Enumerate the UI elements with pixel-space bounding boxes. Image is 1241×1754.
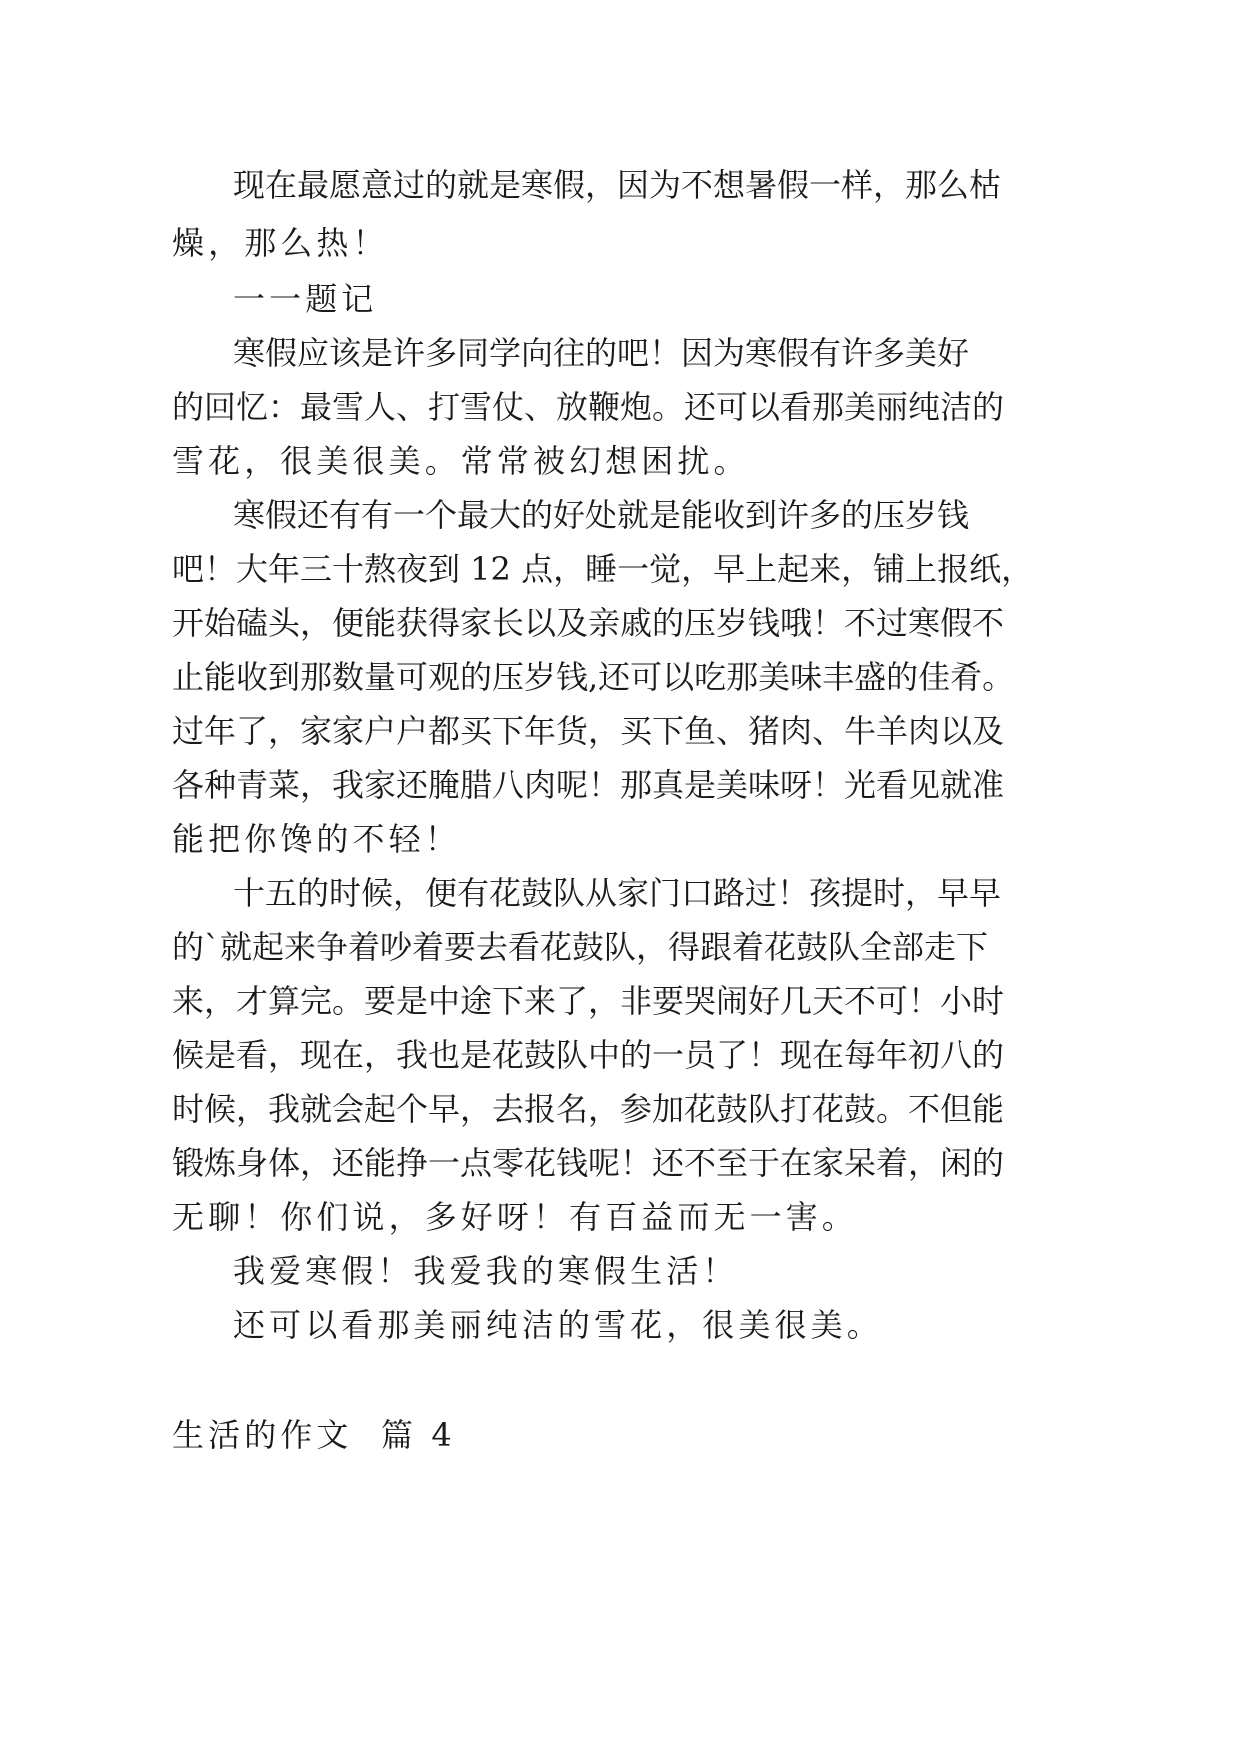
text-line: 来，才算完。要是中途下来了，非要哭闹好几天不可！小时 <box>172 982 1005 1020</box>
text-line: 寒假还有有一个最大的好处就是能收到许多的压岁钱 <box>233 496 970 534</box>
section-heading: 生活的作文 篇 4 <box>172 1416 456 1454</box>
text-line: 锻炼身体，还能挣一点零花钱呢！还不至于在家呆着，闲的 <box>172 1144 1005 1182</box>
text-line: 过年了，家家户户都买下年货，买下鱼、猪肉、牛羊肉以及 <box>172 712 1005 750</box>
text-line: 能把你馋的不轻！ <box>172 820 461 858</box>
text-line: 的回忆：最雪人、打雪仗、放鞭炮。还可以看那美丽纯洁的 <box>172 388 1005 426</box>
text-line: 吧！大年三十熬夜到 12 点，睡一觉，早上起来，铺上报纸， <box>172 550 1034 588</box>
text-line: 开始磕头，便能获得家长以及亲戚的压岁钱哦！不过寒假不 <box>172 604 1005 642</box>
text-line: 时候，我就会起个早，去报名，参加花鼓队打花鼓。不但能 <box>172 1090 1005 1128</box>
text-line: 止能收到那数量可观的压岁钱,还可以吃那美味丰盛的佳肴。 <box>172 658 1015 696</box>
text-line: 还可以看那美丽纯洁的雪花，很美很美。 <box>233 1306 883 1344</box>
text-line: 各种青菜，我家还腌腊八肉呢！那真是美味呀！光看见就准 <box>172 766 1005 804</box>
text-line: 我爱寒假！我爱我的寒假生活！ <box>233 1252 739 1290</box>
text-line: 寒假应该是许多同学向往的吧！因为寒假有许多美好 <box>233 334 970 372</box>
text-line: 十五的时候，便有花鼓队从家门口路过！孩提时，早早 <box>233 874 1002 912</box>
text-line: 候是看，现在，我也是花鼓队中的一员了！现在每年初八的 <box>172 1036 1005 1074</box>
text-line: 一一题记 <box>233 280 378 318</box>
text-line: 的`就起来争着吵着要去看花鼓队，得跟着花鼓队全部走下 <box>172 928 989 966</box>
text-line: 现在最愿意过的就是寒假，因为不想暑假一样，那么枯 <box>233 166 1002 204</box>
text-line: 燥，那么热！ <box>172 224 389 262</box>
text-line: 雪花，很美很美。常常被幻想困扰。 <box>172 442 750 480</box>
text-line: 无聊！你们说，多好呀！有百益而无一害。 <box>172 1198 858 1236</box>
